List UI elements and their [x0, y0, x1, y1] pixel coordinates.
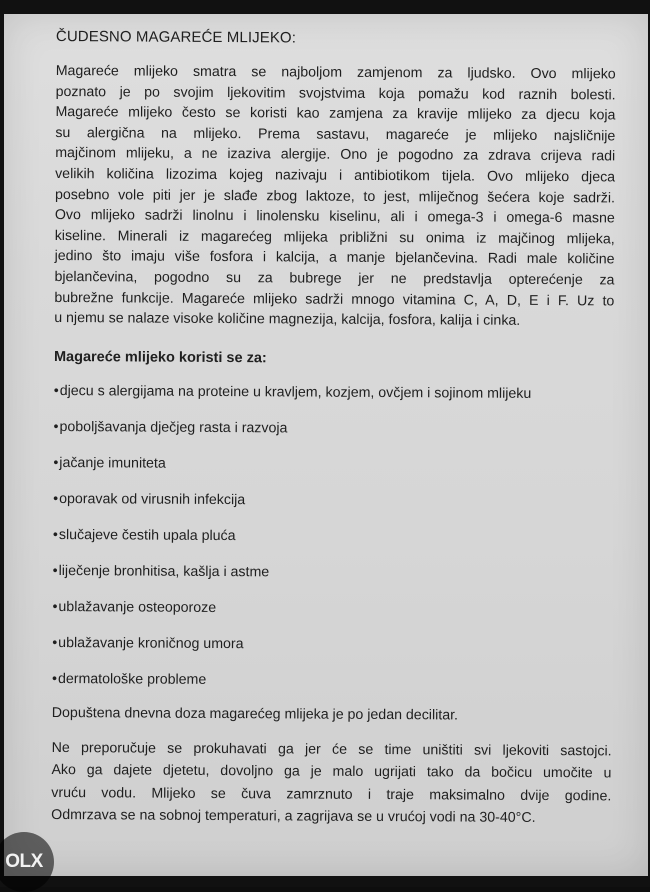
text-line: posebno vole piti jer je slađe zbog laktoze, to jest, mliječnog šećera koje sadrži.	[54, 186, 616, 206]
text-line: Odmrzava se na sobnoj temperaturi, a zagrijava se u vrućoj vodi na 30-40°C.	[51, 807, 536, 827]
text-line: Ovo mlijeko sadrži linolnu i linolensku kiselinu, ali i omega-3 i omega-6 masne	[54, 207, 615, 227]
uses-heading: Magareće mlijeko koristi se za:	[53, 348, 267, 367]
list-item	[53, 417, 613, 456]
text-line: u njemu se nalaze visoke količine magnezija, kalcija, fosfora, kalija i cinka.	[54, 310, 521, 329]
text-line: bubrežne funkcije. Magareće mlijeko sadrži mnogo vitamina C, A, D, E i F. Uz to	[54, 289, 615, 309]
text-line: Ako ga dajete djetetu, dovoljno ga je malo ugrijati tako da bočicu umočite u	[51, 762, 612, 782]
text-line: velikih količina lizozima kojeg nazivaju i antibiotikom tijela. Ovo mlijeko djeca	[55, 165, 616, 186]
list-item	[52, 597, 612, 636]
list-item	[53, 525, 613, 564]
list-item-text: oporavak od virusnih infekcija	[59, 490, 246, 508]
text-line: su alergična na mlijeko. Prema sastavu, magareće je mlijeko najsličnije	[55, 124, 616, 145]
bullet-icon: •	[52, 598, 58, 615]
list-item-text: ublažavanje osteoporoze	[58, 598, 217, 616]
bullet-icon: •	[52, 562, 58, 579]
paragraph-storage	[51, 737, 612, 830]
bullet-icon: •	[51, 670, 58, 687]
list-item-text: slučajeve čestih upala pluća	[58, 526, 236, 544]
list-item	[54, 381, 614, 420]
bullet-icon: •	[53, 490, 59, 507]
uses-list	[52, 381, 614, 708]
paragraph-intro	[54, 61, 616, 332]
paper-sheet	[4, 14, 648, 876]
text-line: Magareće mlijeko smatra se najboljom zamjenom za ljudsko. Ovo mlijeko	[55, 62, 616, 83]
text-line: bjelančevina, pogodno su za bubrege jer ne predstavlja opterećenje za	[54, 268, 615, 289]
list-item-text: jačanje imuniteta	[59, 454, 166, 472]
list-item-text: liječenje bronhitisa, kašlja i astme	[58, 562, 270, 581]
text-line: Ne preporučuje se prokuhavati ga jer će se time uništiti svi ljekoviti sastojci.	[51, 739, 612, 760]
list-item	[53, 489, 613, 528]
text-line: vruću vodu. Mlijeko se čuva zamrznuto i traje maksimalno dvije godine.	[51, 784, 612, 805]
bullet-icon: •	[53, 418, 59, 435]
list-item-text: dermatološke probleme	[57, 670, 207, 688]
document-content	[51, 28, 616, 830]
list-item-text: poboljšavanja dječjeg rasta i razvoja	[59, 418, 288, 437]
bullet-icon: •	[53, 382, 59, 399]
list-item-text: djecu s alergijama na proteine u kravljem, kozjem, ovčjem i sojinom mlijeku	[59, 382, 532, 402]
bullet-icon: •	[53, 454, 59, 471]
text-line: majčinom mlijeku, a ne izaziva alergije. Ono je pogodno za zdrava crijeva radi	[55, 145, 616, 165]
document-title: ČUDESNO MAGAREĆE MLIJEKO:	[55, 28, 297, 47]
list-item	[53, 453, 613, 492]
olx-watermark-logo: OLX	[0, 832, 54, 892]
list-item	[52, 633, 612, 672]
bullet-icon: •	[52, 634, 58, 651]
bullet-icon: •	[52, 526, 58, 543]
list-item	[52, 669, 612, 708]
list-item	[53, 561, 613, 600]
text-line: Magareće mlijeko često se koristi kao zamjena za kravije mlijeko za djecu koja	[55, 104, 616, 124]
text-line: jedino što imaju više fosfora i kalcija, a manje bjelančevina. Radi male količine	[54, 248, 615, 268]
text-line: kiseline. Minerali iz magarećeg mlijeka približni su onima iz majčinog mlijeka,	[54, 227, 615, 248]
text-line: poznato je po svojim ljekovitim svojstvima koja pomažu kod raznih bolesti.	[55, 83, 616, 104]
list-item-text: ublažavanje kroničnog umora	[58, 634, 244, 652]
daily-dose-text: Dopuštena dnevna doza magarećeg mlijeka je po jedan decilitar.	[51, 704, 459, 724]
